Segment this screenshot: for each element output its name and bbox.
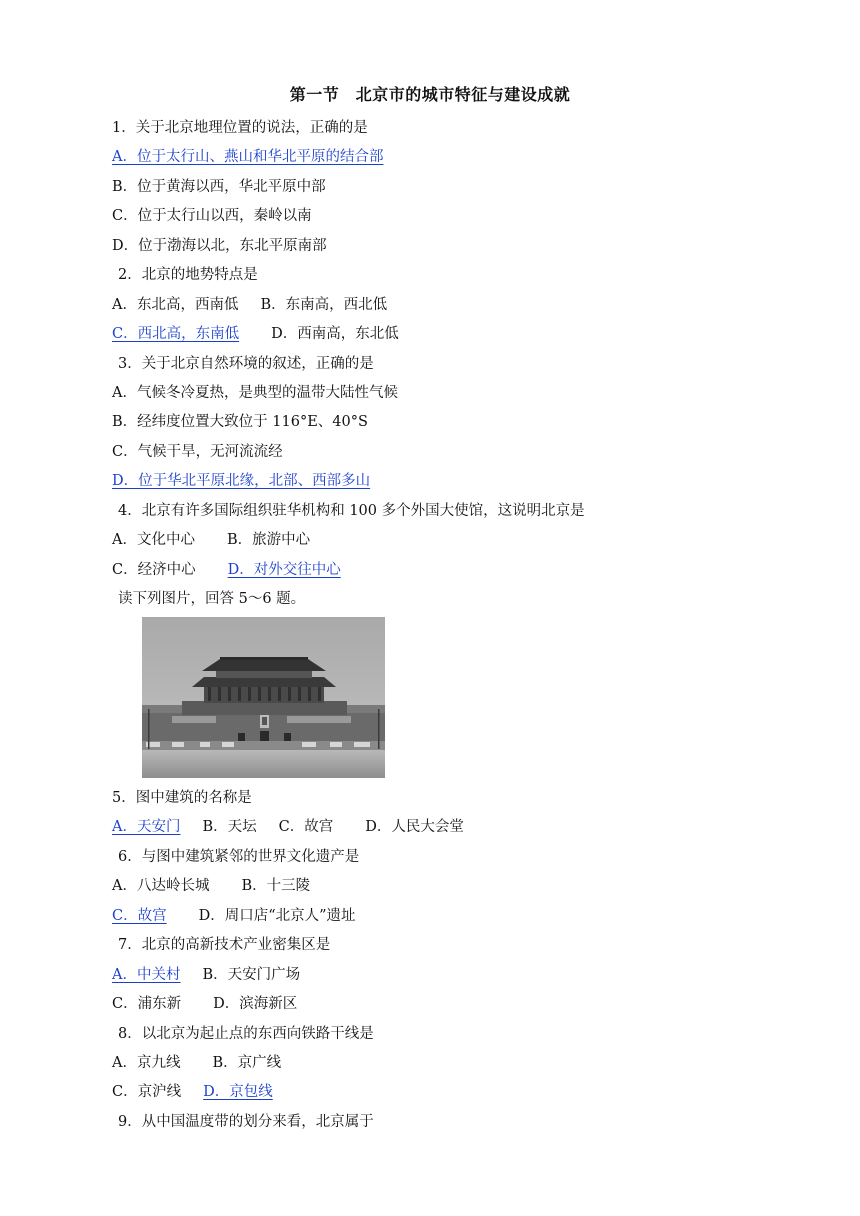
q1-answer-a[interactable]: A．位于太行山、燕山和华北平原的结合部 <box>112 149 384 166</box>
q2-answer-c[interactable]: C．西北高，东南低 <box>112 326 240 343</box>
q3-stem: 3．关于北京自然环境的叙述，正确的是 <box>118 355 374 372</box>
q6-stem: 6．与图中建筑紧邻的世界文化遗产是 <box>118 848 360 865</box>
q6-option-b: B．十三陵 <box>241 878 311 895</box>
q5-answer-a[interactable]: A．天安门 <box>112 819 181 836</box>
q4-option-a: A．文化中心 <box>112 532 195 549</box>
q8-stem: 8．以北京为起止点的东西向铁路干线是 <box>118 1025 374 1042</box>
q6-option-d: D．周口店“北京人”遗址 <box>198 907 356 924</box>
q7-options-ab <box>112 961 812 990</box>
q3-option-c: C．气候干旱，无河流流经 <box>112 443 283 460</box>
q4-stem: 4．北京有许多国际组织驻华机构和 100 多个外国大使馆，这说明北京是 <box>118 502 585 519</box>
q2-stem: 2．北京的地势特点是 <box>118 267 258 284</box>
read-prompt: 读下列图片，回答 5～6 题。 <box>118 591 306 607</box>
q7-stem: 7．北京的高新技术产业密集区是 <box>118 937 331 954</box>
q8-option-a: A．京九线 <box>112 1054 181 1071</box>
q3-option-b: B．经纬度位置大致位于 116°E、40°S <box>112 414 368 431</box>
q5-stem: 5．图中建筑的名称是 <box>112 790 252 806</box>
q3-option-a: A．气候冬冷夏热，是典型的温带大陆性气候 <box>112 384 398 401</box>
section-title-text: 第一节 北京市的城市特征与建设成就 <box>289 85 571 104</box>
q1-stem: 1．关于北京地理位置的说法，正确的是 <box>112 120 368 136</box>
questions-5-9 <box>112 784 812 1137</box>
q7-option-c: C．浦东新 <box>112 996 182 1013</box>
q2-options-cd <box>112 320 812 349</box>
q2-option-b: B．东南高，西北低 <box>260 296 388 313</box>
q8-option-b: B．京广线 <box>212 1054 282 1071</box>
q4-option-b: B．旅游中心 <box>226 532 311 549</box>
q3-option-d <box>112 467 812 496</box>
q1-option-c: C．位于太行山以西，秦岭以南 <box>112 208 312 225</box>
q8-answer-d[interactable]: D．京包线 <box>203 1084 273 1101</box>
tiananmen-photo <box>142 617 385 778</box>
section-title <box>0 82 860 105</box>
q6-options-ab <box>112 872 812 901</box>
q6-answer-c[interactable]: C．故宫 <box>112 907 167 924</box>
q4-options-cd <box>112 556 812 585</box>
q8-options-cd <box>112 1078 812 1107</box>
q3-answer-d[interactable]: D．位于华北平原北缘，北部、西部多山 <box>112 473 371 490</box>
q7-option-b: B．天安门广场 <box>202 966 301 983</box>
q5-option-d: D．人民大会堂 <box>365 819 464 836</box>
q6-options-cd <box>112 902 812 931</box>
q1-option-a <box>112 143 812 172</box>
q7-options-cd <box>112 990 812 1019</box>
q8-option-c: C．京沪线 <box>112 1084 182 1101</box>
q5-option-b: B．天坛 <box>202 819 257 836</box>
q2-options-ab <box>112 291 812 320</box>
q7-answer-a[interactable]: A．中关村 <box>112 966 181 983</box>
q4-options-ab <box>112 526 812 555</box>
q2-option-d: D．西南高，东北低 <box>271 326 399 343</box>
q5-options <box>112 813 812 842</box>
q9-stem: 9．从中国温度带的划分来看，北京属于 <box>118 1113 374 1130</box>
q4-option-c: C．经济中心 <box>112 561 196 578</box>
q7-option-d: D．滨海新区 <box>213 996 298 1013</box>
q5-option-c: C．故宫 <box>278 819 334 836</box>
q4-answer-d[interactable]: D．对外交往中心 <box>227 561 341 578</box>
q8-options-ab <box>112 1049 812 1078</box>
q2-option-a: A．东北高，西南低 <box>112 296 239 313</box>
q6-option-a: A．八达岭长城 <box>112 878 210 895</box>
q1-option-b: B．位于黄海以西，华北平原中部 <box>112 178 326 195</box>
q1-option-d: D．位于渤海以北，东北平原南部 <box>112 237 327 254</box>
questions-1-4 <box>112 114 812 614</box>
